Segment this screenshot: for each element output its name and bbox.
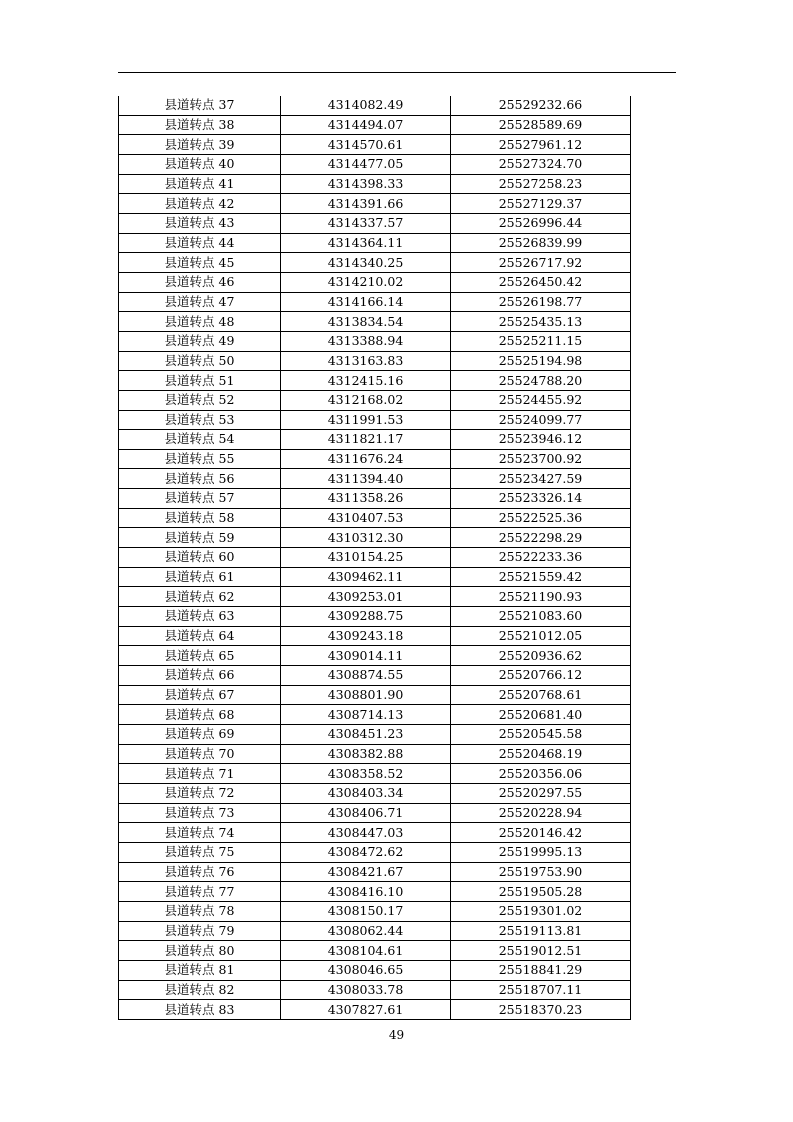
point-name-cell: 县道转点 48 bbox=[119, 312, 281, 332]
y-coordinate-cell: 25527258.23 bbox=[451, 174, 631, 194]
table-row bbox=[119, 783, 631, 803]
table-row bbox=[119, 233, 631, 253]
y-coordinate-cell: 25526717.92 bbox=[451, 253, 631, 273]
point-name-cell: 县道转点 40 bbox=[119, 154, 281, 174]
table-row bbox=[119, 862, 631, 882]
x-coordinate-cell: 4308472.62 bbox=[281, 842, 451, 862]
y-coordinate-cell: 25521083.60 bbox=[451, 607, 631, 627]
table-row bbox=[119, 764, 631, 784]
header-rule bbox=[118, 72, 676, 73]
point-name-cell: 县道转点 71 bbox=[119, 764, 281, 784]
x-coordinate-cell: 4309243.18 bbox=[281, 626, 451, 646]
table-row bbox=[119, 607, 631, 627]
y-coordinate-cell: 25519113.81 bbox=[451, 921, 631, 941]
point-name-cell: 县道转点 78 bbox=[119, 901, 281, 921]
table-row bbox=[119, 489, 631, 509]
x-coordinate-cell: 4308382.88 bbox=[281, 744, 451, 764]
table-row bbox=[119, 469, 631, 489]
y-coordinate-cell: 25525435.13 bbox=[451, 312, 631, 332]
point-name-cell: 县道转点 39 bbox=[119, 135, 281, 155]
x-coordinate-cell: 4308416.10 bbox=[281, 882, 451, 902]
point-name-cell: 县道转点 60 bbox=[119, 548, 281, 568]
y-coordinate-cell: 25526839.99 bbox=[451, 233, 631, 253]
x-coordinate-cell: 4310154.25 bbox=[281, 548, 451, 568]
x-coordinate-cell: 4310312.30 bbox=[281, 528, 451, 548]
page-number: 49 bbox=[388, 1028, 405, 1042]
table-row bbox=[119, 705, 631, 725]
y-coordinate-cell: 25525194.98 bbox=[451, 351, 631, 371]
point-name-cell: 县道转点 44 bbox=[119, 233, 281, 253]
x-coordinate-cell: 4311676.24 bbox=[281, 449, 451, 469]
y-coordinate-cell: 25521012.05 bbox=[451, 626, 631, 646]
x-coordinate-cell: 4308714.13 bbox=[281, 705, 451, 725]
y-coordinate-cell: 25519012.51 bbox=[451, 941, 631, 961]
x-coordinate-cell: 4308406.71 bbox=[281, 803, 451, 823]
table-row bbox=[119, 901, 631, 921]
point-name-cell: 县道转点 75 bbox=[119, 842, 281, 862]
x-coordinate-cell: 4313388.94 bbox=[281, 331, 451, 351]
point-name-cell: 县道转点 61 bbox=[119, 567, 281, 587]
y-coordinate-cell: 25522298.29 bbox=[451, 528, 631, 548]
y-coordinate-cell: 25520228.94 bbox=[451, 803, 631, 823]
x-coordinate-cell: 4308033.78 bbox=[281, 980, 451, 1000]
x-coordinate-cell: 4314166.14 bbox=[281, 292, 451, 312]
point-name-cell: 县道转点 47 bbox=[119, 292, 281, 312]
point-name-cell: 县道转点 55 bbox=[119, 449, 281, 469]
table-row bbox=[119, 626, 631, 646]
x-coordinate-cell: 4307827.61 bbox=[281, 1000, 451, 1020]
table-row bbox=[119, 449, 631, 469]
table-row bbox=[119, 960, 631, 980]
x-coordinate-cell: 4311821.17 bbox=[281, 430, 451, 450]
coordinate-table bbox=[118, 96, 631, 1020]
point-name-cell: 县道转点 52 bbox=[119, 390, 281, 410]
table-row bbox=[119, 194, 631, 214]
y-coordinate-cell: 25526198.77 bbox=[451, 292, 631, 312]
x-coordinate-cell: 4308150.17 bbox=[281, 901, 451, 921]
y-coordinate-cell: 25525211.15 bbox=[451, 331, 631, 351]
y-coordinate-cell: 25521559.42 bbox=[451, 567, 631, 587]
point-name-cell: 县道转点 54 bbox=[119, 430, 281, 450]
x-coordinate-cell: 4308046.65 bbox=[281, 960, 451, 980]
table-row bbox=[119, 253, 631, 273]
point-name-cell: 县道转点 72 bbox=[119, 783, 281, 803]
y-coordinate-cell: 25519753.90 bbox=[451, 862, 631, 882]
y-coordinate-cell: 25523427.59 bbox=[451, 469, 631, 489]
y-coordinate-cell: 25518707.11 bbox=[451, 980, 631, 1000]
x-coordinate-cell: 4308801.90 bbox=[281, 685, 451, 705]
point-name-cell: 县道转点 82 bbox=[119, 980, 281, 1000]
x-coordinate-cell: 4311358.26 bbox=[281, 489, 451, 509]
table-row bbox=[119, 430, 631, 450]
y-coordinate-cell: 25522233.36 bbox=[451, 548, 631, 568]
point-name-cell: 县道转点 64 bbox=[119, 626, 281, 646]
table-row bbox=[119, 548, 631, 568]
x-coordinate-cell: 4309462.11 bbox=[281, 567, 451, 587]
x-coordinate-cell: 4308874.55 bbox=[281, 666, 451, 686]
table-row bbox=[119, 135, 631, 155]
y-coordinate-cell: 25527324.70 bbox=[451, 154, 631, 174]
point-name-cell: 县道转点 83 bbox=[119, 1000, 281, 1020]
table-row bbox=[119, 980, 631, 1000]
y-coordinate-cell: 25520768.61 bbox=[451, 685, 631, 705]
x-coordinate-cell: 4308447.03 bbox=[281, 823, 451, 843]
x-coordinate-cell: 4314391.66 bbox=[281, 194, 451, 214]
table-row bbox=[119, 115, 631, 135]
y-coordinate-cell: 25518841.29 bbox=[451, 960, 631, 980]
x-coordinate-cell: 4313834.54 bbox=[281, 312, 451, 332]
point-name-cell: 县道转点 80 bbox=[119, 941, 281, 961]
y-coordinate-cell: 25521190.93 bbox=[451, 587, 631, 607]
table-row bbox=[119, 410, 631, 430]
table-row bbox=[119, 666, 631, 686]
y-coordinate-cell: 25524455.92 bbox=[451, 390, 631, 410]
x-coordinate-cell: 4310407.53 bbox=[281, 508, 451, 528]
point-name-cell: 县道转点 58 bbox=[119, 508, 281, 528]
table-row bbox=[119, 508, 631, 528]
table-row bbox=[119, 1000, 631, 1020]
table-row bbox=[119, 96, 631, 115]
point-name-cell: 县道转点 49 bbox=[119, 331, 281, 351]
y-coordinate-cell: 25524099.77 bbox=[451, 410, 631, 430]
point-name-cell: 县道转点 63 bbox=[119, 607, 281, 627]
table-row bbox=[119, 685, 631, 705]
coordinate-table-body bbox=[119, 96, 631, 1019]
x-coordinate-cell: 4309014.11 bbox=[281, 646, 451, 666]
x-coordinate-cell: 4314210.02 bbox=[281, 272, 451, 292]
point-name-cell: 县道转点 43 bbox=[119, 213, 281, 233]
y-coordinate-cell: 25527961.12 bbox=[451, 135, 631, 155]
x-coordinate-cell: 4308451.23 bbox=[281, 725, 451, 745]
x-coordinate-cell: 4308104.61 bbox=[281, 941, 451, 961]
y-coordinate-cell: 25519301.02 bbox=[451, 901, 631, 921]
y-coordinate-cell: 25518370.23 bbox=[451, 1000, 631, 1020]
y-coordinate-cell: 25520297.55 bbox=[451, 783, 631, 803]
y-coordinate-cell: 25519505.28 bbox=[451, 882, 631, 902]
table-row bbox=[119, 882, 631, 902]
y-coordinate-cell: 25520681.40 bbox=[451, 705, 631, 725]
table-row bbox=[119, 272, 631, 292]
y-coordinate-cell: 25526996.44 bbox=[451, 213, 631, 233]
x-coordinate-cell: 4309288.75 bbox=[281, 607, 451, 627]
table-row bbox=[119, 390, 631, 410]
point-name-cell: 县道转点 41 bbox=[119, 174, 281, 194]
table-row bbox=[119, 371, 631, 391]
point-name-cell: 县道转点 59 bbox=[119, 528, 281, 548]
point-name-cell: 县道转点 67 bbox=[119, 685, 281, 705]
x-coordinate-cell: 4308358.52 bbox=[281, 764, 451, 784]
x-coordinate-cell: 4309253.01 bbox=[281, 587, 451, 607]
x-coordinate-cell: 4312168.02 bbox=[281, 390, 451, 410]
point-name-cell: 县道转点 77 bbox=[119, 882, 281, 902]
point-name-cell: 县道转点 50 bbox=[119, 351, 281, 371]
point-name-cell: 县道转点 37 bbox=[119, 96, 281, 115]
y-coordinate-cell: 25526450.42 bbox=[451, 272, 631, 292]
point-name-cell: 县道转点 76 bbox=[119, 862, 281, 882]
y-coordinate-cell: 25520468.19 bbox=[451, 744, 631, 764]
x-coordinate-cell: 4314494.07 bbox=[281, 115, 451, 135]
point-name-cell: 县道转点 69 bbox=[119, 725, 281, 745]
x-coordinate-cell: 4314082.49 bbox=[281, 96, 451, 115]
x-coordinate-cell: 4314337.57 bbox=[281, 213, 451, 233]
point-name-cell: 县道转点 46 bbox=[119, 272, 281, 292]
point-name-cell: 县道转点 73 bbox=[119, 803, 281, 823]
table-row bbox=[119, 567, 631, 587]
y-coordinate-cell: 25520545.58 bbox=[451, 725, 631, 745]
x-coordinate-cell: 4314570.61 bbox=[281, 135, 451, 155]
table-row bbox=[119, 174, 631, 194]
y-coordinate-cell: 25523326.14 bbox=[451, 489, 631, 509]
x-coordinate-cell: 4308062.44 bbox=[281, 921, 451, 941]
point-name-cell: 县道转点 51 bbox=[119, 371, 281, 391]
point-name-cell: 县道转点 57 bbox=[119, 489, 281, 509]
table-row bbox=[119, 803, 631, 823]
point-name-cell: 县道转点 70 bbox=[119, 744, 281, 764]
x-coordinate-cell: 4313163.83 bbox=[281, 351, 451, 371]
y-coordinate-cell: 25528589.69 bbox=[451, 115, 631, 135]
point-name-cell: 县道转点 74 bbox=[119, 823, 281, 843]
table-row bbox=[119, 941, 631, 961]
point-name-cell: 县道转点 53 bbox=[119, 410, 281, 430]
table-row bbox=[119, 823, 631, 843]
y-coordinate-cell: 25520146.42 bbox=[451, 823, 631, 843]
y-coordinate-cell: 25520356.06 bbox=[451, 764, 631, 784]
table-row bbox=[119, 331, 631, 351]
point-name-cell: 县道转点 62 bbox=[119, 587, 281, 607]
table-row bbox=[119, 154, 631, 174]
y-coordinate-cell: 25523946.12 bbox=[451, 430, 631, 450]
point-name-cell: 县道转点 56 bbox=[119, 469, 281, 489]
x-coordinate-cell: 4308421.67 bbox=[281, 862, 451, 882]
table-row bbox=[119, 213, 631, 233]
x-coordinate-cell: 4311394.40 bbox=[281, 469, 451, 489]
table-row bbox=[119, 744, 631, 764]
x-coordinate-cell: 4314477.05 bbox=[281, 154, 451, 174]
x-coordinate-cell: 4308403.34 bbox=[281, 783, 451, 803]
table-row bbox=[119, 842, 631, 862]
y-coordinate-cell: 25529232.66 bbox=[451, 96, 631, 115]
y-coordinate-cell: 25519995.13 bbox=[451, 842, 631, 862]
table-row bbox=[119, 292, 631, 312]
x-coordinate-cell: 4311991.53 bbox=[281, 410, 451, 430]
x-coordinate-cell: 4312415.16 bbox=[281, 371, 451, 391]
table-row bbox=[119, 351, 631, 371]
point-name-cell: 县道转点 38 bbox=[119, 115, 281, 135]
x-coordinate-cell: 4314340.25 bbox=[281, 253, 451, 273]
y-coordinate-cell: 25524788.20 bbox=[451, 371, 631, 391]
x-coordinate-cell: 4314364.11 bbox=[281, 233, 451, 253]
y-coordinate-cell: 25522525.36 bbox=[451, 508, 631, 528]
y-coordinate-cell: 25520936.62 bbox=[451, 646, 631, 666]
point-name-cell: 县道转点 65 bbox=[119, 646, 281, 666]
y-coordinate-cell: 25520766.12 bbox=[451, 666, 631, 686]
table-row bbox=[119, 528, 631, 548]
point-name-cell: 县道转点 79 bbox=[119, 921, 281, 941]
table-row bbox=[119, 646, 631, 666]
y-coordinate-cell: 25527129.37 bbox=[451, 194, 631, 214]
point-name-cell: 县道转点 45 bbox=[119, 253, 281, 273]
point-name-cell: 县道转点 66 bbox=[119, 666, 281, 686]
point-name-cell: 县道转点 42 bbox=[119, 194, 281, 214]
table-row bbox=[119, 312, 631, 332]
table-row bbox=[119, 725, 631, 745]
table-row bbox=[119, 921, 631, 941]
table-row bbox=[119, 587, 631, 607]
x-coordinate-cell: 4314398.33 bbox=[281, 174, 451, 194]
point-name-cell: 县道转点 68 bbox=[119, 705, 281, 725]
y-coordinate-cell: 25523700.92 bbox=[451, 449, 631, 469]
point-name-cell: 县道转点 81 bbox=[119, 960, 281, 980]
